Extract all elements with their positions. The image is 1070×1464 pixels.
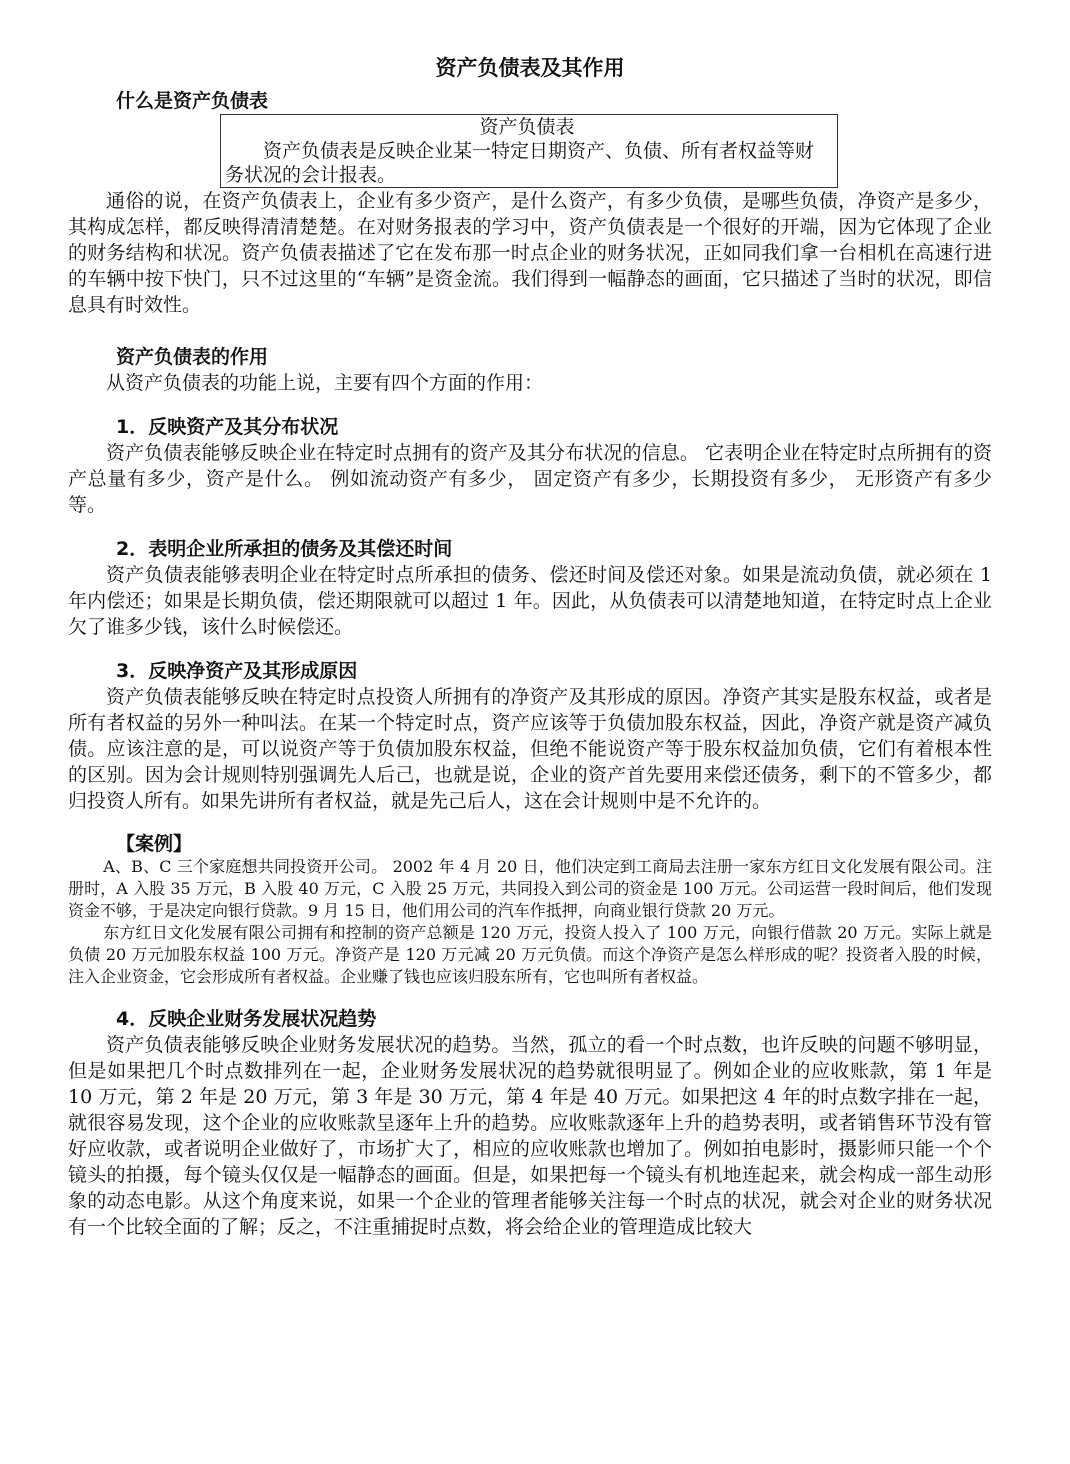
spacer — [68, 814, 992, 832]
case-paragraph-2: 东方红日文化发展有限公司拥有和控制的资产总额是 120 万元，投资人投入了 100 万元，向银行借款 20 万元。实际上就是负债 20 万元加股东权益 100 万元。净资产是 120 万元减 20 万元负债。而这个净资产是怎么样形成的呢？投资者入股的时候，注入企业资金，它会形成所有者权益。企业赚了钱也应该归股东所有，它也叫所有者权益。 — [68, 923, 992, 986]
item-heading-4: 4．反映企业财务发展状况趋势 — [116, 1008, 377, 1030]
spacer — [68, 396, 992, 414]
item-heading-1: 1．反映资产及其分布状况 — [116, 416, 339, 438]
intro-paragraph: 通俗的说，在资产负债表上，企业有多少资产，是什么资产，有多少负债，是哪些负债，净资产是多少，其构成怎样，都反映得清清楚楚。在对财务报表的学习中，资产负债表是一个很好的开端，因为它体现了企业的财务结构和状况。资产负债表描述了它在发布那一时点企业的财务状况，正如同我们拿一台相机在高速行进的车辆中按下快门，只不过这里的“车辆”是资金流。我们得到一幅静态的画面，它只描述了当时的状况，即信息具有时效性。 — [68, 190, 992, 316]
spacer — [68, 318, 992, 344]
spacer — [68, 640, 992, 658]
spacer — [68, 988, 992, 1006]
definition-box — [220, 114, 838, 188]
item-heading-2: 2．表明企业所承担的债务及其偿还时间 — [116, 538, 453, 560]
document-page — [68, 48, 992, 1240]
functions-intro: 从资产负债表的功能上说，主要有四个方面的作用： — [106, 372, 544, 394]
case-paragraph-1: A、B、C 三个家庭想共同投资开公司。 2002 年 4 月 20 日，他们决定到工商局去注册一家东方红日文化发展有限公司。注册时，A 入股 35 万元，B 入股 40 万元，C 入股 25 万元，共同投入到公司的资金是 100 万元。公司运营一段时间后，他们发现资金不够，于是决定向银行贷款。9 月 15 日，他们用公司的汽车作抵押，向商业银行贷款 20 万元。 — [68, 857, 992, 920]
section-heading-functions: 资产负债表的作用 — [116, 346, 269, 368]
item-text-4: 资产负债表能够反映企业财务发展状况的趋势。当然，孤立的看一个时点数，也许反映的问题不够明显，但是如果把几个时点数排列在一起，企业财务发展状况的趋势就很明显了。例如企业的应收账款，第 1 年是 10 万元，第 2 年是 20 万元，第 3 年是 30 万元，第 4 年是 40 万元。如果把这 4 年的时点数字排在一起，就很容易发现，这个企业的应收账款呈逐年上升的趋势。应收账款逐年上升的趋势表明，或者销售环节没有管好应收款，或者说明企业做好了，市场扩大了，相应的应收账款也增加了。例如拍电影时，摄影师只能一个个镜头的拍摄，每个镜头仅仅是一幅静态的画面。但是，如果把每一个镜头有机地连起来，就会构成一部生动形象的动态电影。从这个角度来说，如果一个企业的管理者能够关注每一个时点的状况，就会对企业的财务状况有一个比较全面的了解；反之，不注重捕捉时点数，将会给企业的管理造成比较大 — [68, 1034, 992, 1238]
item-text-3: 资产负债表能够反映在特定时点投资人所拥有的净资产及其形成的原因。净资产其实是股东权益，或者是所有者权益的另外一种叫法。在某一个特定时点，资产应该等于负债加股东权益，因此，净资产就是资产减负债。应该注意的是，可以说资产等于负债加股东权益，但绝不能说资产等于股东权益加负债，它们有着根本性的区别。因为会计规则特别强调先人后己，也就是说，企业的资产首先要用来偿还债务，剩下的不管多少，都归投资人所有。如果先讲所有者权益，就是先己后人，这在会计规则中是不允许的。 — [68, 686, 992, 812]
item-text-2: 资产负债表能够表明企业在特定时点所承担的债务、偿还时间及偿还对象。如果是流动负债，就必须在 1 年内偿还；如果是长期负债，偿还期限就可以超过 1 年。因此，从负债表可以清楚地知道，在特定时点上企业欠了谁多少钱，该什么时候偿还。 — [68, 564, 992, 638]
spacer — [68, 518, 992, 536]
section-heading-what-is: 什么是资产负债表 — [116, 90, 269, 112]
item-heading-3: 3．反映净资产及其形成原因 — [116, 660, 358, 682]
case-heading: 【案例】 — [116, 833, 193, 855]
definition-text: 资产负债表是反映企业某一特定日期资产、负债、所有者权益等财务状况的会计报表。 — [225, 140, 815, 186]
item-text-1: 资产负债表能够反映企业在特定时点拥有的资产及其分布状况的信息。 它表明企业在特定时点所拥有的资产总量有多少，资产是什么。 例如流动资产有多少， 固定资产有多少，长期投资有多少， 无形资产有多少等。 — [68, 442, 992, 516]
definition-title: 资产负债表 — [479, 116, 575, 138]
document-title: 资产负债表及其作用 — [435, 56, 625, 80]
